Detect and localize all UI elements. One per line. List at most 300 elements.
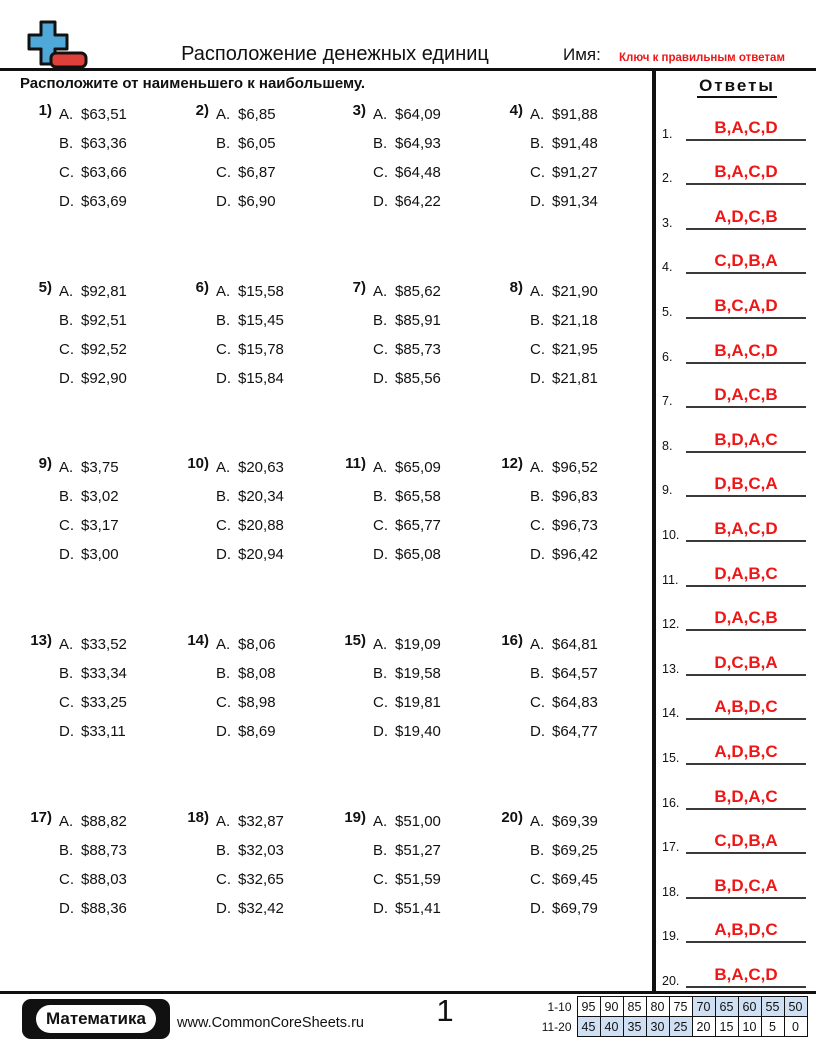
option-row: [373, 723, 441, 752]
problem-number: 11): [345, 455, 366, 473]
answer-value: B,A,C,D: [714, 964, 778, 984]
option-row: [530, 723, 598, 752]
option-label: A.: [373, 636, 388, 654]
answer-value: D,A,C,B: [714, 385, 778, 405]
grade-table-row: [527, 997, 807, 1017]
problem-number: 16): [501, 632, 523, 650]
option-value: $65,09: [395, 459, 441, 477]
option-value: $6,87: [238, 164, 276, 181]
option-row: [59, 488, 119, 517]
problem-cell: [179, 453, 336, 630]
answer-number: 11.: [662, 572, 679, 587]
option-row: [530, 341, 598, 370]
grade-cell: 70: [692, 997, 715, 1017]
option-value: $65,58: [395, 488, 441, 506]
answer-row: [662, 726, 812, 771]
answer-row: [662, 682, 812, 727]
option-row: [216, 459, 284, 488]
grade-range-label: 1-10: [547, 999, 572, 1014]
answer-line: [686, 564, 806, 587]
problem-cell: [493, 277, 650, 454]
option-value: $85,91: [395, 311, 441, 329]
answer-number: 13.: [662, 661, 680, 676]
option-row: [216, 546, 284, 575]
option-label: D.: [59, 899, 74, 917]
problem-options: [59, 100, 127, 277]
option-value: $64,81: [552, 636, 598, 654]
option-value: $33,25: [81, 694, 127, 712]
subject-badge: [22, 999, 170, 1039]
problem-number: 3): [352, 102, 366, 119]
option-row: [530, 370, 598, 399]
answer-line: [686, 519, 806, 542]
option-label: D.: [59, 369, 74, 387]
option-label: D.: [59, 193, 74, 210]
option-label: A.: [530, 812, 545, 830]
option-label: B.: [530, 841, 545, 859]
answer-line: [686, 697, 806, 720]
option-row: [373, 164, 441, 193]
option-row: [216, 871, 284, 900]
option-value: $64,57: [552, 665, 598, 683]
option-label: A.: [59, 459, 74, 477]
option-label: B.: [530, 488, 545, 506]
problem-options: [530, 807, 598, 984]
option-row: [59, 665, 127, 694]
problem-options: [373, 807, 441, 984]
option-value: $3,00: [81, 546, 119, 564]
option-label: C.: [373, 870, 388, 888]
option-value: $69,25: [552, 841, 598, 859]
answer-row: [662, 637, 812, 682]
problems-grid: [22, 100, 650, 983]
name-label: Имя:: [563, 45, 601, 64]
option-value: $19,40: [395, 723, 441, 741]
option-label: C.: [216, 340, 231, 358]
option-row: [216, 517, 284, 546]
option-row: [530, 842, 598, 871]
answer-number: 8.: [662, 438, 673, 453]
answer-line: [686, 474, 806, 497]
answer-line: [686, 742, 806, 765]
option-label: B.: [373, 665, 388, 683]
answer-line: [686, 118, 806, 141]
option-value: $96,52: [552, 459, 598, 477]
option-label: D.: [373, 723, 388, 741]
option-value: $8,06: [238, 636, 276, 654]
option-row: [216, 488, 284, 517]
problem-number: 7): [352, 278, 366, 296]
option-value: $96,42: [552, 546, 598, 564]
option-label: C.: [59, 870, 74, 888]
option-row: [216, 842, 284, 871]
option-label: C.: [530, 340, 545, 358]
option-row: [373, 813, 441, 842]
option-label: C.: [59, 340, 74, 358]
option-row: [216, 106, 276, 135]
option-label: A.: [530, 282, 545, 300]
option-label: A.: [373, 812, 388, 830]
option-label: D.: [530, 546, 545, 564]
option-row: [373, 900, 441, 929]
option-row: [59, 636, 127, 665]
option-row: [216, 723, 276, 752]
option-row: [373, 370, 441, 399]
answer-number: 7.: [662, 394, 673, 409]
option-label: A.: [59, 282, 74, 300]
answer-row: [662, 548, 812, 593]
answer-number: 15.: [662, 750, 680, 765]
option-label: A.: [530, 636, 545, 654]
answer-number: 3.: [662, 215, 673, 230]
answer-row: [662, 459, 812, 504]
option-value: $69,45: [552, 870, 598, 888]
grade-cell: 30: [646, 1017, 669, 1037]
option-value: $21,90: [552, 282, 598, 300]
option-value: $3,75: [81, 459, 119, 477]
problem-number: 20): [501, 808, 523, 826]
answer-value: C,D,B,A: [714, 251, 778, 271]
answers-title: [662, 76, 812, 96]
option-row: [530, 665, 598, 694]
option-row: [59, 517, 119, 546]
answer-value: A,B,D,C: [714, 920, 778, 940]
option-label: A.: [373, 282, 388, 300]
option-row: [373, 135, 441, 164]
option-row: [59, 341, 127, 370]
option-label: C.: [530, 164, 545, 181]
answer-row: [662, 102, 812, 147]
answer-number: 4.: [662, 260, 673, 275]
problem-number: 13): [30, 632, 52, 650]
option-label: C.: [373, 517, 388, 535]
answers-title-text: Ответы: [697, 76, 777, 98]
answer-value: B,C,A,D: [714, 295, 778, 315]
option-row: [530, 193, 598, 222]
option-row: [530, 312, 598, 341]
option-label: D.: [530, 899, 545, 917]
option-label: C.: [373, 340, 388, 358]
instruction-text: Расположите от наименьшего к наибольшему.: [20, 75, 366, 92]
option-value: $33,11: [81, 723, 126, 741]
answer-row: [662, 370, 812, 415]
option-value: $51,27: [395, 841, 441, 859]
option-label: C.: [530, 870, 545, 888]
page-title: Расположение денежных единиц: [181, 43, 489, 65]
plus-minus-logo-icon: [26, 20, 90, 72]
option-value: $85,56: [395, 369, 441, 387]
option-label: C.: [59, 517, 74, 535]
option-value: $96,83: [552, 488, 598, 506]
option-label: D.: [530, 723, 545, 741]
option-label: A.: [373, 106, 388, 123]
option-label: B.: [373, 841, 388, 859]
answer-value: B,D,C,A: [714, 875, 778, 895]
option-row: [216, 193, 276, 222]
answer-number: 17.: [662, 840, 680, 855]
grade-cell: 5: [761, 1017, 784, 1037]
option-label: C.: [59, 694, 74, 712]
option-value: $63,51: [81, 106, 127, 123]
option-row: [373, 517, 441, 546]
option-value: $15,58: [238, 282, 284, 300]
option-label: D.: [216, 899, 231, 917]
option-row: [373, 636, 441, 665]
option-label: D.: [59, 546, 74, 564]
problem-options: [373, 453, 441, 630]
answer-value: B,D,A,C: [714, 786, 778, 806]
option-value: $51,41: [395, 899, 441, 917]
option-value: $32,65: [238, 870, 284, 888]
option-value: $6,05: [238, 135, 276, 152]
answer-value: A,D,B,C: [714, 741, 778, 761]
problem-cell: [336, 807, 493, 984]
option-label: C.: [530, 517, 545, 535]
option-label: A.: [216, 636, 231, 654]
option-value: $69,39: [552, 812, 598, 830]
answer-number: 1.: [662, 126, 673, 141]
answer-line: [686, 251, 806, 274]
option-row: [530, 488, 598, 517]
option-row: [216, 135, 276, 164]
option-value: $51,59: [395, 870, 441, 888]
option-value: $63,36: [81, 135, 127, 152]
problem-number: 12): [501, 455, 523, 473]
option-label: A.: [216, 812, 231, 830]
option-label: A.: [216, 282, 231, 300]
problem-options: [216, 100, 276, 277]
grade-cell: 10: [738, 1017, 761, 1037]
answer-value: A,D,C,B: [714, 206, 778, 226]
option-label: A.: [216, 459, 231, 477]
answer-line: [686, 608, 806, 631]
option-value: $32,03: [238, 841, 284, 859]
answer-line: [686, 876, 806, 899]
answer-line: [686, 162, 806, 185]
answer-line: [686, 831, 806, 854]
option-row: [373, 488, 441, 517]
option-row: [216, 665, 276, 694]
option-label: C.: [530, 694, 545, 712]
option-row: [216, 283, 284, 312]
option-row: [530, 900, 598, 929]
option-row: [216, 813, 284, 842]
option-label: D.: [216, 723, 231, 741]
answer-value: B,A,C,D: [714, 162, 778, 182]
option-value: $92,81: [81, 282, 127, 300]
option-label: D.: [216, 546, 231, 564]
option-label: A.: [530, 459, 545, 477]
answer-number: 14.: [662, 706, 680, 721]
answer-value: C,D,B,A: [714, 831, 778, 851]
answer-number: 19.: [662, 929, 680, 944]
option-row: [373, 842, 441, 871]
answer-line: [686, 207, 806, 230]
option-value: $64,93: [395, 135, 441, 152]
option-value: $92,51: [81, 311, 127, 329]
problem-cell: [22, 453, 179, 630]
problem-options: [59, 630, 127, 807]
option-row: [530, 813, 598, 842]
problem-cell: [179, 277, 336, 454]
problem-number: 15): [344, 632, 366, 650]
option-row: [373, 106, 441, 135]
option-value: $85,62: [395, 282, 441, 300]
option-label: A.: [59, 812, 74, 830]
answer-row: [662, 325, 812, 370]
option-value: $63,69: [81, 193, 127, 210]
problem-options: [530, 277, 598, 454]
option-value: $3,17: [81, 517, 119, 535]
option-label: B.: [216, 665, 231, 683]
answer-row: [662, 905, 812, 950]
option-label: C.: [216, 694, 231, 712]
problem-number: 5): [38, 278, 52, 296]
option-value: $92,52: [81, 340, 127, 358]
site-url: www.CommonCoreSheets.ru: [177, 1015, 364, 1031]
option-value: $15,78: [238, 340, 284, 358]
subject-badge-label: Математика: [36, 1005, 156, 1033]
problem-cell: [22, 277, 179, 454]
option-label: D.: [59, 723, 74, 741]
answer-number: 12.: [662, 617, 680, 632]
grade-cell: 80: [646, 997, 669, 1017]
problem-number: 14): [187, 632, 209, 650]
option-row: [530, 459, 598, 488]
answer-row: [662, 771, 812, 816]
problem-number: 9): [38, 455, 52, 473]
answers-divider: [652, 71, 656, 991]
answer-line: [686, 341, 806, 364]
problem-number: 10): [187, 455, 209, 473]
option-row: [59, 813, 127, 842]
problem-cell: [179, 807, 336, 984]
option-row: [216, 694, 276, 723]
option-value: $32,87: [238, 812, 284, 830]
option-value: $21,95: [552, 340, 598, 358]
answers-list: [662, 102, 812, 994]
option-row: [216, 341, 284, 370]
option-label: B.: [530, 665, 545, 683]
answer-line: [686, 920, 806, 943]
grade-cell: 40: [600, 1017, 623, 1037]
option-label: D.: [373, 193, 388, 210]
answer-value: B,A,C,D: [714, 340, 778, 360]
option-label: B.: [530, 311, 545, 329]
option-row: [59, 283, 127, 312]
answer-line: [686, 965, 806, 988]
option-row: [59, 546, 119, 575]
grade-cell: 65: [715, 997, 738, 1017]
problem-cell: [336, 453, 493, 630]
option-row: [373, 694, 441, 723]
option-value: $63,66: [81, 164, 127, 181]
answer-line: [686, 653, 806, 676]
option-value: $15,45: [238, 311, 284, 329]
answer-value: D,A,C,B: [714, 608, 778, 628]
option-row: [530, 694, 598, 723]
answer-value: B,A,C,D: [714, 117, 778, 137]
answer-row: [662, 191, 812, 236]
option-row: [59, 135, 127, 164]
answer-value: D,C,B,A: [714, 652, 778, 672]
answer-row: [662, 414, 812, 459]
answer-number: 16.: [662, 795, 680, 810]
grade-cell: 15: [715, 1017, 738, 1037]
answer-number: 5.: [662, 304, 673, 319]
grade-cell: 90: [600, 997, 623, 1017]
option-row: [373, 283, 441, 312]
option-label: D.: [216, 369, 231, 387]
problem-cell: [336, 100, 493, 277]
option-label: B.: [59, 135, 74, 152]
grade-cell: 50: [784, 997, 807, 1017]
problem-cell: [22, 100, 179, 277]
header-rule: [0, 68, 816, 71]
option-row: [373, 341, 441, 370]
option-value: $33,52: [81, 636, 127, 654]
option-value: $33,34: [81, 665, 127, 683]
option-value: $64,09: [395, 106, 441, 123]
option-value: $64,22: [395, 193, 441, 210]
option-value: $8,98: [238, 694, 276, 712]
option-label: C.: [216, 164, 231, 181]
option-row: [373, 665, 441, 694]
option-label: A.: [216, 106, 231, 123]
option-value: $91,27: [552, 164, 598, 181]
option-value: $19,58: [395, 665, 441, 683]
answer-number: 18.: [662, 884, 680, 899]
option-row: [59, 842, 127, 871]
option-value: $32,42: [238, 899, 284, 917]
option-value: $96,73: [552, 517, 598, 535]
option-label: B.: [373, 488, 388, 506]
problem-number: 18): [187, 808, 209, 826]
option-value: $88,36: [81, 899, 127, 917]
option-row: [530, 546, 598, 575]
option-row: [216, 370, 284, 399]
option-value: $20,34: [238, 488, 284, 506]
answer-value: D,A,B,C: [714, 563, 778, 583]
answer-number: 20.: [662, 973, 680, 988]
option-value: $88,82: [81, 812, 127, 830]
grade-table-row: [527, 1017, 807, 1037]
answer-line: [686, 385, 806, 408]
option-label: C.: [373, 164, 388, 181]
answer-number: 2.: [662, 171, 673, 186]
grade-cell: 75: [669, 997, 692, 1017]
answer-row: [662, 816, 812, 861]
answer-row: [662, 949, 812, 994]
option-value: $20,94: [238, 546, 284, 564]
option-row: [59, 459, 119, 488]
option-value: $64,48: [395, 164, 441, 181]
option-row: [530, 283, 598, 312]
option-row: [59, 694, 127, 723]
answer-number: 10.: [662, 527, 680, 542]
option-label: D.: [530, 193, 545, 210]
option-value: $20,63: [238, 459, 284, 477]
answer-row: [662, 503, 812, 548]
option-value: $88,03: [81, 870, 127, 888]
problem-cell: [493, 630, 650, 807]
problem-cell: [493, 100, 650, 277]
option-label: A.: [59, 636, 74, 654]
option-label: A.: [373, 459, 388, 477]
option-value: $64,83: [552, 694, 598, 712]
option-value: $8,08: [238, 665, 276, 683]
option-row: [59, 164, 127, 193]
